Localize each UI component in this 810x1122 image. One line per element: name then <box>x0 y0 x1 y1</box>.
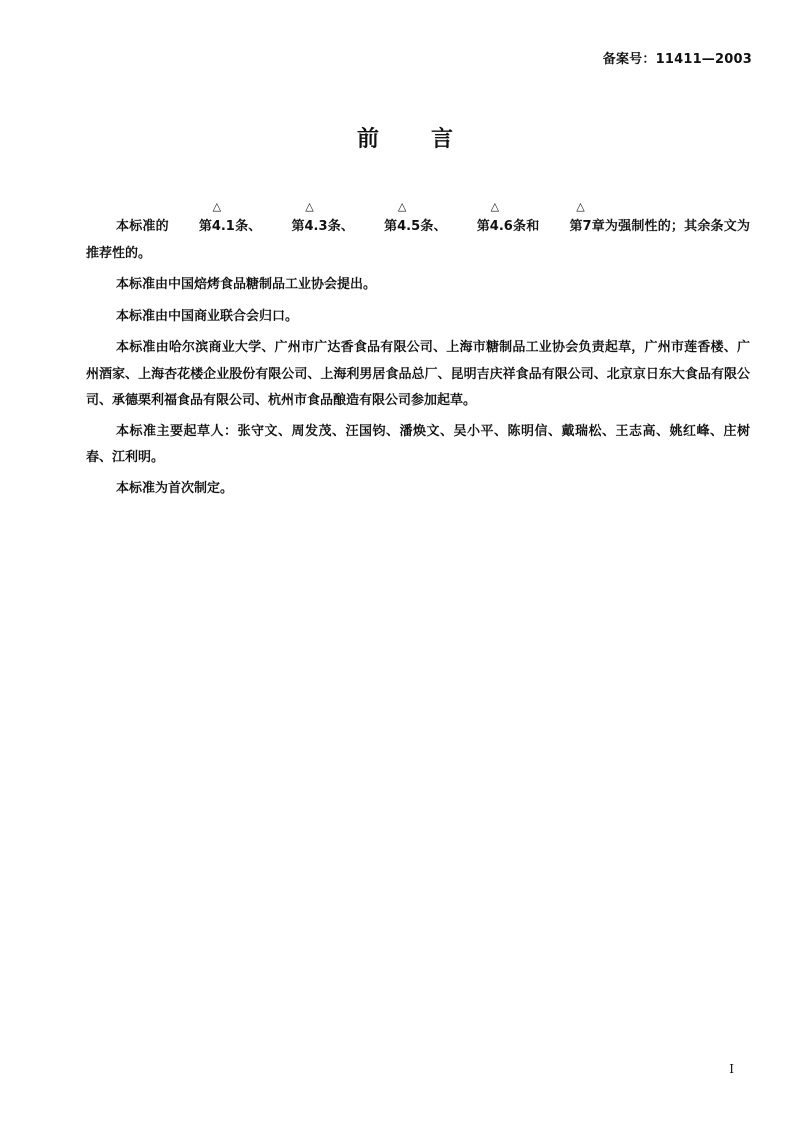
paragraph-first-edition: 本标准为首次制定。 <box>116 480 234 496</box>
paragraph-mandatory-clauses <box>86 200 750 267</box>
chapter-7 <box>539 200 592 241</box>
triangle-mark-icon: △ <box>212 200 222 213</box>
text-segment: 条和 <box>512 219 540 234</box>
page-title: 前言 <box>356 127 505 152</box>
paragraph-drafters: 本标准主要起草人：张守文、周发茂、汪国钧、潘焕文、吴小平、陈明信、戴瑞松、王志高、姚红峰、庄树春、江利明。 <box>86 423 750 465</box>
clause-label: 第7 <box>569 219 592 234</box>
clause-label: 第4.6 <box>476 219 513 234</box>
clause-4-1 <box>169 200 235 241</box>
clause-4-3 <box>261 200 328 241</box>
clause-label: 第4.1 <box>198 219 235 234</box>
page-number: I <box>729 1062 734 1076</box>
triangle-mark-icon: △ <box>305 200 314 213</box>
triangle-mark-icon: △ <box>490 200 500 213</box>
paragraph-centralized: 本标准由中国商业联合会归口。 <box>116 308 299 324</box>
text-segment: 条、 <box>327 219 355 234</box>
body-text <box>86 200 750 507</box>
text-segment: 条、 <box>420 219 447 234</box>
text-segment: 条、 <box>234 219 262 234</box>
text-segment: 本标准的 <box>116 219 169 234</box>
triangle-mark-icon: △ <box>576 200 585 213</box>
text-segment: 章为强制性的；其余条文为推荐性的。 <box>86 219 750 261</box>
clause-4-5 <box>354 200 421 241</box>
paragraph-drafting-units: 本标准由哈尔滨商业大学、广州市广达香食品有限公司、上海市糖制品工业协会负责起草，广州市莲香楼、广州酒家、上海杏花楼企业股份有限公司、上海利男居食品总厂、昆明吉庆祥食品有限公司、北京京日东大食品有限公司、承德栗利福食品有限公司、杭州市食品酿造有限公司参加起草。 <box>86 340 750 408</box>
clause-label: 第4.3 <box>291 219 328 234</box>
clause-label: 第4.5 <box>384 219 421 234</box>
record-number: 备案号：11411—2003 <box>602 52 752 67</box>
triangle-mark-icon: △ <box>397 200 407 213</box>
paragraph-proposer: 本标准由中国焙烤食品糖制品工业协会提出。 <box>116 277 377 292</box>
clause-4-6 <box>447 200 513 241</box>
